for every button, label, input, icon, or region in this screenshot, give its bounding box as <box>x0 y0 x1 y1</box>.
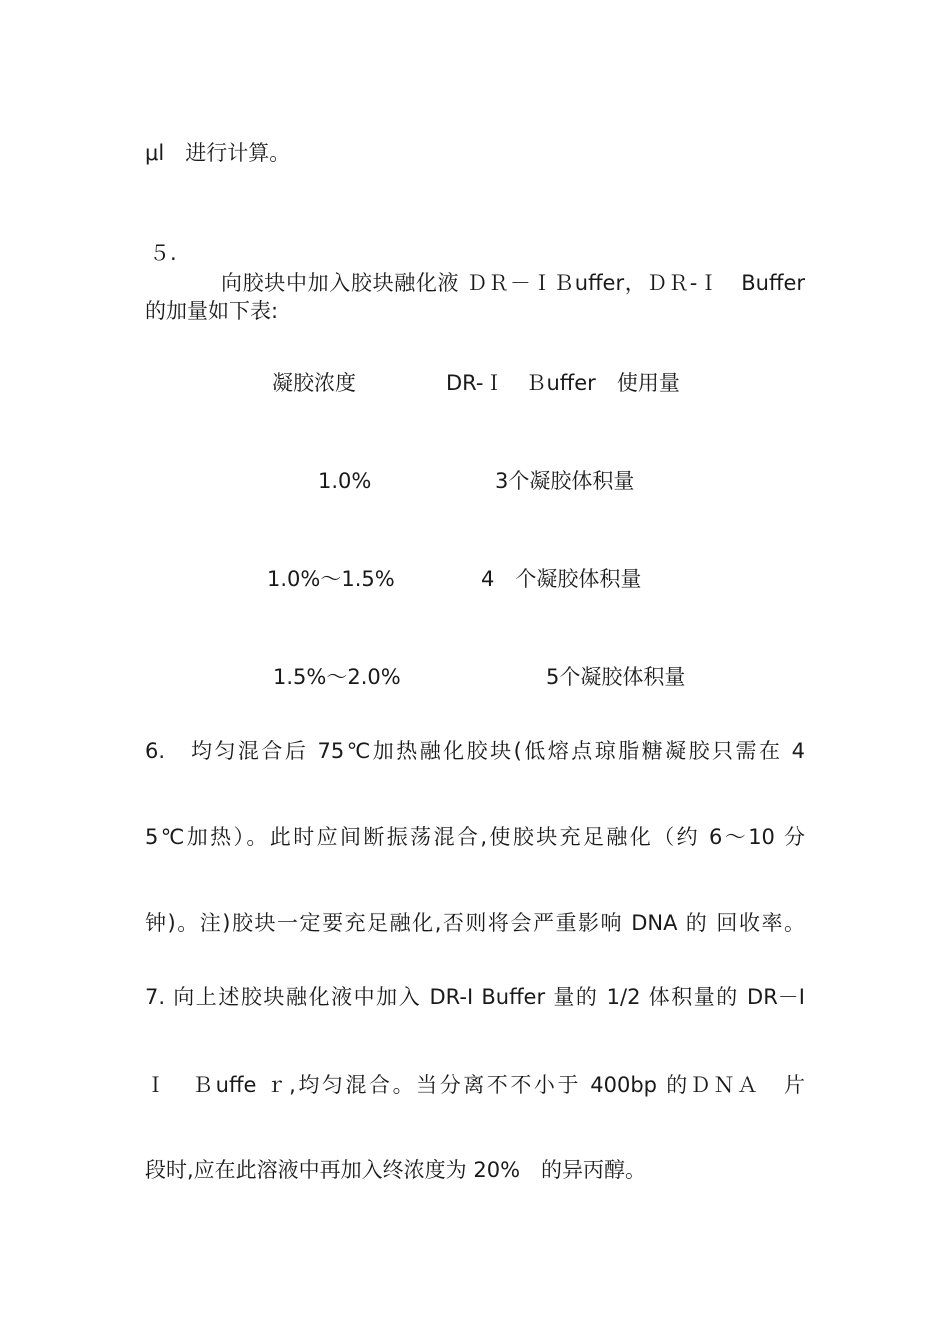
table-row-3-amount: 5个凝胶体积量 <box>546 665 686 689</box>
item-7-line-2: Ｉ Ｂuffe ｒ,均匀混合。当分离不不小于 400bp 的ＤＮＡ 片 <box>145 1073 805 1097</box>
table-header-concentration: 凝胶浓度 <box>272 371 356 395</box>
table-row-1-concentration: 1.0% <box>318 469 372 493</box>
item-7-line-1: 7. 向上述胶块融化液中加入 DR-I Buffer 量的 1/2 体积量的 DR－I <box>145 985 805 1009</box>
item-5-number: ５. <box>149 241 177 265</box>
item-6-line-3: 钟)。注)胶块一定要充足融化,否则将会严重影响 DNA 的 回收率。 <box>145 911 805 935</box>
item-7-line-3: 段时,应在此溶液中再加入终浓度为 20% 的异丙醇。 <box>145 1158 647 1182</box>
table-row-3-concentration: 1.5%～2.0% <box>273 665 401 689</box>
item-5-text: 向胶块中加入胶块融化液 ＤＲ－ＩＢuffer，ＤＲ-Ｉ Buffer <box>221 271 805 295</box>
text-line-ul-calc: μl 进行计算。 <box>145 141 291 165</box>
table-row-2-amount: 4 个凝胶体积量 <box>481 567 642 591</box>
item-5-line-2: 的加量如下表: <box>145 299 279 323</box>
table-row-1-amount: 3个凝胶体积量 <box>495 469 635 493</box>
item-6-line-2: 5℃加热）。此时应间断振荡混合,使胶块充足融化（约 6～10 分 <box>145 825 805 849</box>
table-header-buffer-amount: DR-Ｉ Ｂuffer 使用量 <box>446 371 680 395</box>
item-6-line-1: 6. 均匀混合后 75℃加热融化胶块(低熔点琼脂糖凝胶只需在 4 <box>145 739 805 763</box>
table-row-2-concentration: 1.0%～1.5% <box>267 567 395 591</box>
